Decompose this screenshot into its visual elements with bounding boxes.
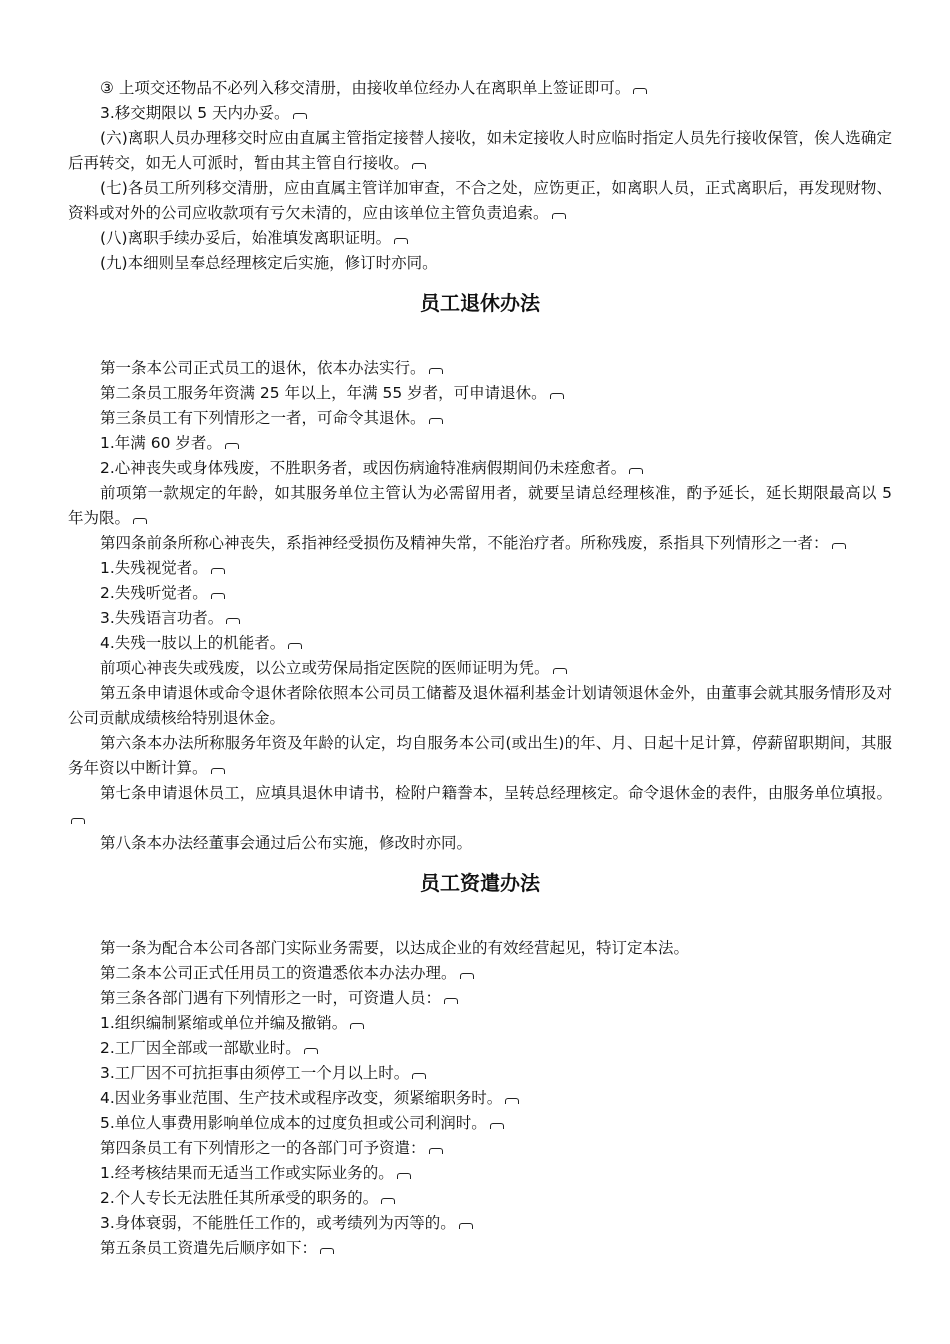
return-mark-icon xyxy=(490,1123,504,1129)
return-mark-icon xyxy=(633,88,647,94)
paragraph: 第五条申请退休或命令退休者除依照本公司员工储蓄及退休福利基金计划请领退休金外，由董事会就其服务情形及对公司贡献成绩核给特别退休金。 xyxy=(68,684,892,727)
return-mark-icon xyxy=(71,818,85,824)
paragraph: 1.组织编制紧缩或单位并编及撤销。 xyxy=(68,1011,892,1036)
return-mark-icon xyxy=(444,998,458,1004)
return-mark-icon xyxy=(350,1023,364,1029)
paragraph: 1.失残视觉者。 xyxy=(68,556,892,581)
paragraph: (七)各员工所列移交清册，应由直属主管详加审查，不合之处，应饬更正，如离职人员，正式离职后，再发现财物、资料或对外的公司应收款项有亏欠未清的，应由该单位主管负责追索。 xyxy=(68,179,892,222)
section-heading-severance: 员工资遣办法 xyxy=(420,871,540,895)
return-mark-icon xyxy=(459,1223,473,1229)
paragraph: 第四条员工有下列情形之一的各部门可予资遣： xyxy=(68,1136,892,1161)
return-mark-icon xyxy=(832,543,846,549)
paragraph: ③ 上项交还物品不必列入移交清册，由接收单位经办人在离职单上签证即可。 xyxy=(68,76,892,101)
return-mark-icon xyxy=(381,1198,395,1204)
return-mark-icon xyxy=(550,393,564,399)
section-heading-retirement: 员工退休办法 xyxy=(420,291,540,315)
paragraph: 3.失残语言功者。 xyxy=(68,606,892,631)
paragraph: 第一条本公司正式员工的退休，依本办法实行。 xyxy=(68,356,892,381)
paragraph: 1.年满 60 岁者。 xyxy=(68,431,892,456)
paragraph: 4.因业务事业范围、生产技术或程序改变，须紧缩职务时。 xyxy=(68,1086,892,1111)
paragraph: 第六条本办法所称服务年资及年龄的认定，均自服务本公司(或出生)的年、月、日起十足计算，停薪留职期间，其服务年资以中断计算。 xyxy=(68,734,892,777)
return-mark-icon xyxy=(211,768,225,774)
return-mark-icon xyxy=(394,238,408,244)
return-mark-icon xyxy=(412,163,426,169)
return-mark-icon xyxy=(211,593,225,599)
return-mark-icon xyxy=(552,213,566,219)
paragraph: 前项第一款规定的年龄，如其服务单位主管认为必需留用者，就要呈请总经理核准，酌予延长，延长期限最高以 5 年为限。 xyxy=(68,484,892,527)
return-mark-icon xyxy=(133,518,147,524)
return-mark-icon xyxy=(225,443,239,449)
return-mark-icon xyxy=(320,1248,334,1254)
paragraph: 第二条员工服务年资满 25 年以上，年满 55 岁者，可申请退休。 xyxy=(68,381,892,406)
return-mark-icon xyxy=(629,468,643,474)
paragraph: 第三条员工有下列情形之一者，可命令其退休。 xyxy=(68,406,892,431)
return-mark-icon xyxy=(304,1048,318,1054)
return-mark-icon xyxy=(293,113,307,119)
paragraph: 第七条申请退休员工，应填具退休申请书，检附户籍誊本，呈转总经理核定。命令退休金的表件，由服务单位填报。 xyxy=(68,781,892,831)
paragraph: (九)本细则呈奉总经理核定后实施，修订时亦同。 xyxy=(100,254,438,272)
paragraph: 1.经考核结果而无适当工作或实际业务的。 xyxy=(68,1161,892,1186)
document-body xyxy=(68,76,892,1261)
return-mark-icon xyxy=(211,568,225,574)
return-mark-icon xyxy=(553,668,567,674)
return-mark-icon xyxy=(412,1073,426,1079)
paragraph: 第四条前条所称心神丧失，系指神经受损伤及精神失常，不能治疗者。所称残废，系指具下列情形之一者： xyxy=(68,531,892,556)
paragraph: 2.心神丧失或身体残废，不胜职务者，或因伤病逾特准病假期间仍未痊愈者。 xyxy=(68,456,892,481)
return-mark-icon xyxy=(429,368,443,374)
paragraph: 3.身体衰弱，不能胜任工作的，或考绩列为丙等的。 xyxy=(68,1211,892,1236)
return-mark-icon xyxy=(429,418,443,424)
paragraph: 2.工厂因全部或一部歇业时。 xyxy=(68,1036,892,1061)
paragraph: 第三条各部门遇有下列情形之一时，可资遣人员： xyxy=(68,986,892,1011)
paragraph: 4.失残一肢以上的机能者。 xyxy=(68,631,892,656)
paragraph: 5.单位人事费用影响单位成本的过度负担或公司利润时。 xyxy=(68,1111,892,1136)
paragraph: 3.工厂因不可抗拒事由须停工一个月以上时。 xyxy=(68,1061,892,1086)
paragraph: 3.移交期限以 5 天内办妥。 xyxy=(68,101,892,126)
paragraph: 第二条本公司正式任用员工的资遣悉依本办法办理。 xyxy=(68,961,892,986)
paragraph: 前项心神丧失或残废，以公立或劳保局指定医院的医师证明为凭。 xyxy=(68,656,892,681)
return-mark-icon xyxy=(505,1098,519,1104)
return-mark-icon xyxy=(460,973,474,979)
return-mark-icon xyxy=(226,618,240,624)
paragraph: 第五条员工资遣先后顺序如下： xyxy=(68,1236,892,1261)
paragraph: 第八条本办法经董事会通过后公布实施，修改时亦同。 xyxy=(100,834,473,852)
paragraph: (八)离职手续办妥后，始准填发离职证明。 xyxy=(68,226,892,251)
paragraph: (六)离职人员办理移交时应由直属主管指定接替人接收，如未定接收人时应临时指定人员先行接收保管，俟人选确定后再转交，如无人可派时，暂由其主管自行接收。 xyxy=(68,129,892,172)
paragraph: 2.个人专长无法胜任其所承受的职务的。 xyxy=(68,1186,892,1211)
return-mark-icon xyxy=(397,1173,411,1179)
return-mark-icon xyxy=(429,1148,443,1154)
paragraph: 2.失残听觉者。 xyxy=(68,581,892,606)
paragraph: 第一条为配合本公司各部门实际业务需要，以达成企业的有效经营起见，特订定本法。 xyxy=(100,939,690,957)
return-mark-icon xyxy=(288,643,302,649)
